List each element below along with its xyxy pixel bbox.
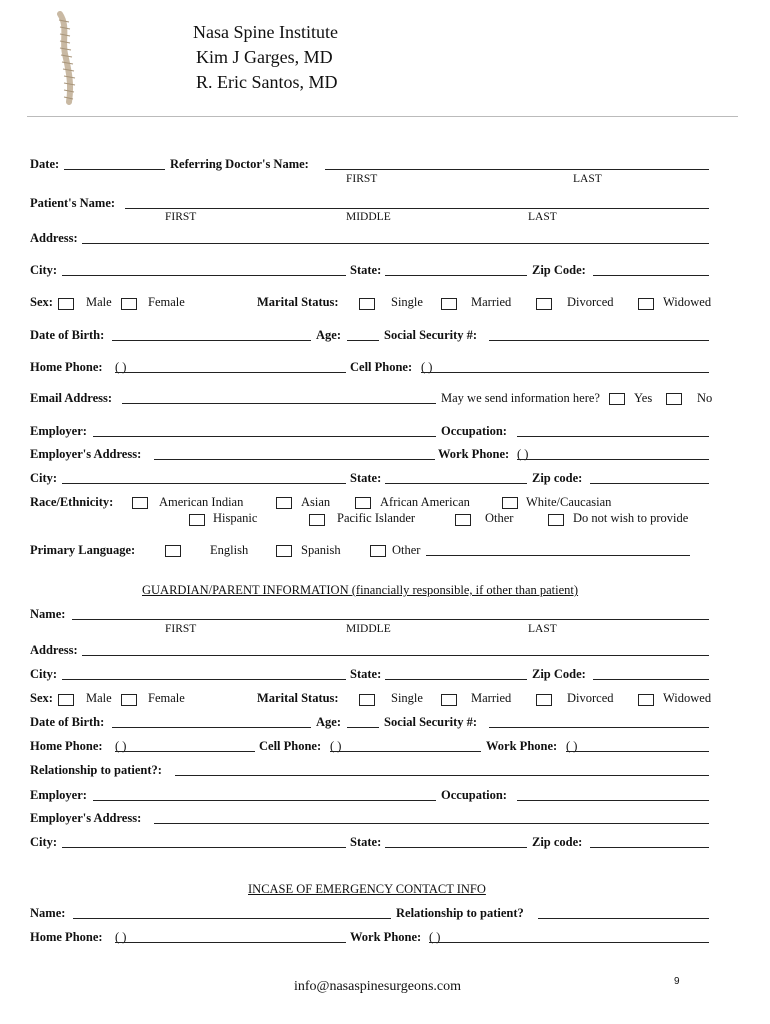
asian-checkbox[interactable]: [276, 497, 292, 509]
guardian-occupation-label: Occupation:: [441, 788, 507, 802]
divorced-checkbox[interactable]: [536, 298, 552, 310]
send-no-label: No: [697, 391, 713, 405]
work-phone-label: Work Phone:: [438, 447, 510, 461]
single-label: Single: [391, 295, 423, 309]
guardian-home-phone-paren: ( ): [115, 739, 127, 753]
city-label: City:: [30, 263, 58, 277]
guardian-employer-zip-field[interactable]: [590, 847, 709, 848]
header-divider: [27, 116, 738, 117]
guardian-employer-state-field[interactable]: [385, 847, 527, 848]
guardian-city-label: City:: [30, 667, 58, 681]
guardian-employer-city-label: City:: [30, 835, 58, 849]
guardian-widowed-label: Widowed: [663, 691, 712, 705]
asian-label: Asian: [301, 495, 331, 509]
cell-phone-paren: ( ): [421, 360, 433, 374]
language-other-field[interactable]: [426, 555, 690, 556]
emergency-relationship-label: Relationship to patient?: [396, 906, 524, 920]
marital-label: Marital Status:: [257, 295, 339, 309]
guardian-married-label: Married: [471, 691, 512, 705]
guardian-divorced-checkbox[interactable]: [536, 694, 552, 706]
send-no-checkbox[interactable]: [666, 393, 682, 405]
emergency-section-title: INCASE OF EMERGENCY CONTACT INFO: [248, 882, 486, 896]
guardian-age-label: Age:: [316, 715, 341, 729]
guardian-first-caption: FIRST: [165, 623, 197, 635]
emergency-home-phone-paren: ( ): [115, 930, 127, 944]
may-send-label: May we send information here?: [441, 391, 600, 405]
hispanic-label: Hispanic: [213, 511, 258, 525]
guardian-work-phone-field[interactable]: [566, 751, 709, 752]
date-label: Date:: [30, 157, 60, 171]
english-checkbox[interactable]: [165, 545, 181, 557]
divorced-label: Divorced: [567, 295, 614, 309]
middle-caption: MIDDLE: [346, 211, 391, 223]
guardian-relationship-field[interactable]: [175, 775, 709, 776]
zip-field[interactable]: [593, 275, 709, 276]
dob-label: Date of Birth:: [30, 328, 105, 342]
guardian-zip-field[interactable]: [593, 679, 709, 680]
guardian-widowed-checkbox[interactable]: [638, 694, 654, 706]
employer-state-label: State:: [350, 471, 382, 485]
email-label: Email Address:: [30, 391, 113, 405]
header-doctor-1: Kim J Garges, MD: [196, 47, 333, 67]
city-field[interactable]: [62, 275, 346, 276]
language-other-checkbox[interactable]: [370, 545, 386, 557]
employer-address-field[interactable]: [154, 459, 435, 460]
african-american-label: African American: [380, 495, 470, 509]
guardian-name-field[interactable]: [72, 619, 709, 620]
american-indian-label: American Indian: [159, 495, 244, 509]
employer-zip-label: Zip code:: [532, 471, 583, 485]
guardian-relationship-label: Relationship to patient?:: [30, 763, 162, 777]
white-label: White/Caucasian: [526, 495, 612, 509]
page-number: 9: [674, 976, 680, 987]
white-checkbox[interactable]: [502, 497, 518, 509]
guardian-married-checkbox[interactable]: [441, 694, 457, 706]
state-field[interactable]: [385, 275, 527, 276]
guardian-marital-label: Marital Status:: [257, 691, 339, 705]
spanish-label: Spanish: [301, 543, 341, 557]
race-label: Race/Ethnicity:: [30, 495, 114, 509]
guardian-name-label: Name:: [30, 607, 66, 621]
emergency-name-field[interactable]: [73, 918, 391, 919]
race-other-checkbox[interactable]: [455, 514, 471, 526]
guardian-cell-phone-label: Cell Phone:: [259, 739, 322, 753]
male-checkbox[interactable]: [58, 298, 74, 310]
last-caption: LAST: [528, 211, 557, 223]
age-label: Age:: [316, 328, 341, 342]
widowed-checkbox[interactable]: [638, 298, 654, 310]
pacific-islander-label: Pacific Islander: [337, 511, 416, 525]
guardian-female-checkbox[interactable]: [121, 694, 137, 706]
employer-address-label: Employer's Address:: [30, 447, 142, 461]
guardian-sex-label: Sex:: [30, 691, 53, 705]
guardian-employer-field[interactable]: [93, 800, 436, 801]
hispanic-checkbox[interactable]: [189, 514, 205, 526]
guardian-address-label: Address:: [30, 643, 78, 657]
guardian-divorced-label: Divorced: [567, 691, 614, 705]
sex-label: Sex:: [30, 295, 53, 309]
employer-label: Employer:: [30, 424, 87, 438]
header-doctor-2: R. Eric Santos, MD: [196, 72, 338, 92]
guardian-cell-phone-field[interactable]: [330, 751, 481, 752]
guardian-dob-label: Date of Birth:: [30, 715, 105, 729]
emergency-work-phone-label: Work Phone:: [350, 930, 422, 944]
married-checkbox[interactable]: [441, 298, 457, 310]
header-institute: Nasa Spine Institute: [193, 22, 338, 42]
ssn-field[interactable]: [489, 340, 709, 341]
guardian-city-field[interactable]: [62, 679, 346, 680]
guardian-employer-label: Employer:: [30, 788, 87, 802]
emergency-relationship-field[interactable]: [538, 918, 709, 919]
pacific-islander-checkbox[interactable]: [309, 514, 325, 526]
african-american-checkbox[interactable]: [355, 497, 371, 509]
home-phone-label: Home Phone:: [30, 360, 103, 374]
referring-doctor-label: Referring Doctor's Name:: [170, 157, 309, 171]
male-label: Male: [86, 295, 112, 309]
first-caption: FIRST: [165, 211, 197, 223]
patient-name-label: Patient's Name:: [30, 196, 116, 210]
guardian-ssn-field[interactable]: [489, 727, 709, 728]
guardian-last-caption: LAST: [528, 623, 557, 635]
guardian-address-field[interactable]: [82, 655, 709, 656]
guardian-zip-label: Zip Code:: [532, 667, 586, 681]
zip-label: Zip Code:: [532, 263, 586, 277]
address-field[interactable]: [82, 243, 709, 244]
guardian-occupation-field[interactable]: [517, 800, 709, 801]
english-label: English: [210, 543, 249, 557]
no-provide-label: Do not wish to provide: [573, 511, 689, 525]
referring-doctor-field[interactable]: [325, 169, 709, 170]
no-provide-checkbox[interactable]: [548, 514, 564, 526]
guardian-employer-zip-label: Zip code:: [532, 835, 583, 849]
guardian-employer-state-label: State:: [350, 835, 382, 849]
guardian-cell-phone-paren: ( ): [330, 739, 342, 753]
address-label: Address:: [30, 231, 78, 245]
employer-field[interactable]: [93, 436, 436, 437]
home-phone-field[interactable]: [115, 372, 346, 373]
guardian-employer-city-field[interactable]: [62, 847, 346, 848]
occupation-label: Occupation:: [441, 424, 507, 438]
cell-phone-label: Cell Phone:: [350, 360, 413, 374]
home-phone-paren: ( ): [115, 360, 127, 374]
female-label: Female: [148, 295, 185, 309]
guardian-employer-address-field[interactable]: [154, 823, 709, 824]
emergency-work-phone-paren: ( ): [429, 930, 441, 944]
employer-city-field[interactable]: [62, 483, 346, 484]
work-phone-paren: ( ): [517, 447, 529, 461]
female-checkbox[interactable]: [121, 298, 137, 310]
guardian-male-label: Male: [86, 691, 112, 705]
spanish-checkbox[interactable]: [276, 545, 292, 557]
married-label: Married: [471, 295, 512, 309]
spine-logo: [52, 10, 82, 108]
occupation-field[interactable]: [517, 436, 709, 437]
guardian-male-checkbox[interactable]: [58, 694, 74, 706]
guardian-work-phone-label: Work Phone:: [486, 739, 558, 753]
employer-state-field[interactable]: [385, 483, 527, 484]
ssn-label: Social Security #:: [384, 328, 478, 342]
guardian-employer-address-label: Employer's Address:: [30, 811, 142, 825]
employer-zip-field[interactable]: [590, 483, 709, 484]
email-field[interactable]: [122, 403, 436, 404]
send-yes-label: Yes: [634, 391, 653, 405]
american-indian-checkbox[interactable]: [132, 497, 148, 509]
patient-name-field[interactable]: [125, 208, 709, 209]
guardian-state-label: State:: [350, 667, 382, 681]
dob-field[interactable]: [112, 340, 311, 341]
guardian-middle-caption: MIDDLE: [346, 623, 391, 635]
emergency-work-phone-field[interactable]: [429, 942, 709, 943]
widowed-label: Widowed: [663, 295, 712, 309]
guardian-dob-field[interactable]: [112, 727, 311, 728]
ref-first-caption: FIRST: [346, 173, 378, 185]
footer-email: info@nasaspinesurgeons.com: [294, 979, 461, 994]
guardian-home-phone-field[interactable]: [115, 751, 255, 752]
language-label: Primary Language:: [30, 543, 136, 557]
guardian-ssn-label: Social Security #:: [384, 715, 478, 729]
guardian-state-field[interactable]: [385, 679, 527, 680]
date-field[interactable]: [64, 169, 165, 170]
guardian-age-field[interactable]: [347, 727, 379, 728]
employer-city-label: City:: [30, 471, 58, 485]
ref-last-caption: LAST: [573, 173, 602, 185]
emergency-home-phone-field[interactable]: [115, 942, 346, 943]
guardian-work-phone-paren: ( ): [566, 739, 578, 753]
guardian-female-label: Female: [148, 691, 185, 705]
race-other-label: Other: [485, 511, 514, 525]
emergency-home-phone-label: Home Phone:: [30, 930, 103, 944]
send-yes-checkbox[interactable]: [609, 393, 625, 405]
guardian-section-title: GUARDIAN/PARENT INFORMATION (financially responsible, if other than patient): [142, 583, 579, 597]
work-phone-field[interactable]: [517, 459, 709, 460]
guardian-home-phone-label: Home Phone:: [30, 739, 103, 753]
language-other-label: Other: [392, 543, 421, 557]
age-field[interactable]: [347, 340, 379, 341]
cell-phone-field[interactable]: [421, 372, 709, 373]
single-checkbox[interactable]: [359, 298, 375, 310]
guardian-single-label: Single: [391, 691, 423, 705]
guardian-single-checkbox[interactable]: [359, 694, 375, 706]
state-label: State:: [350, 263, 382, 277]
emergency-name-label: Name:: [30, 906, 66, 920]
